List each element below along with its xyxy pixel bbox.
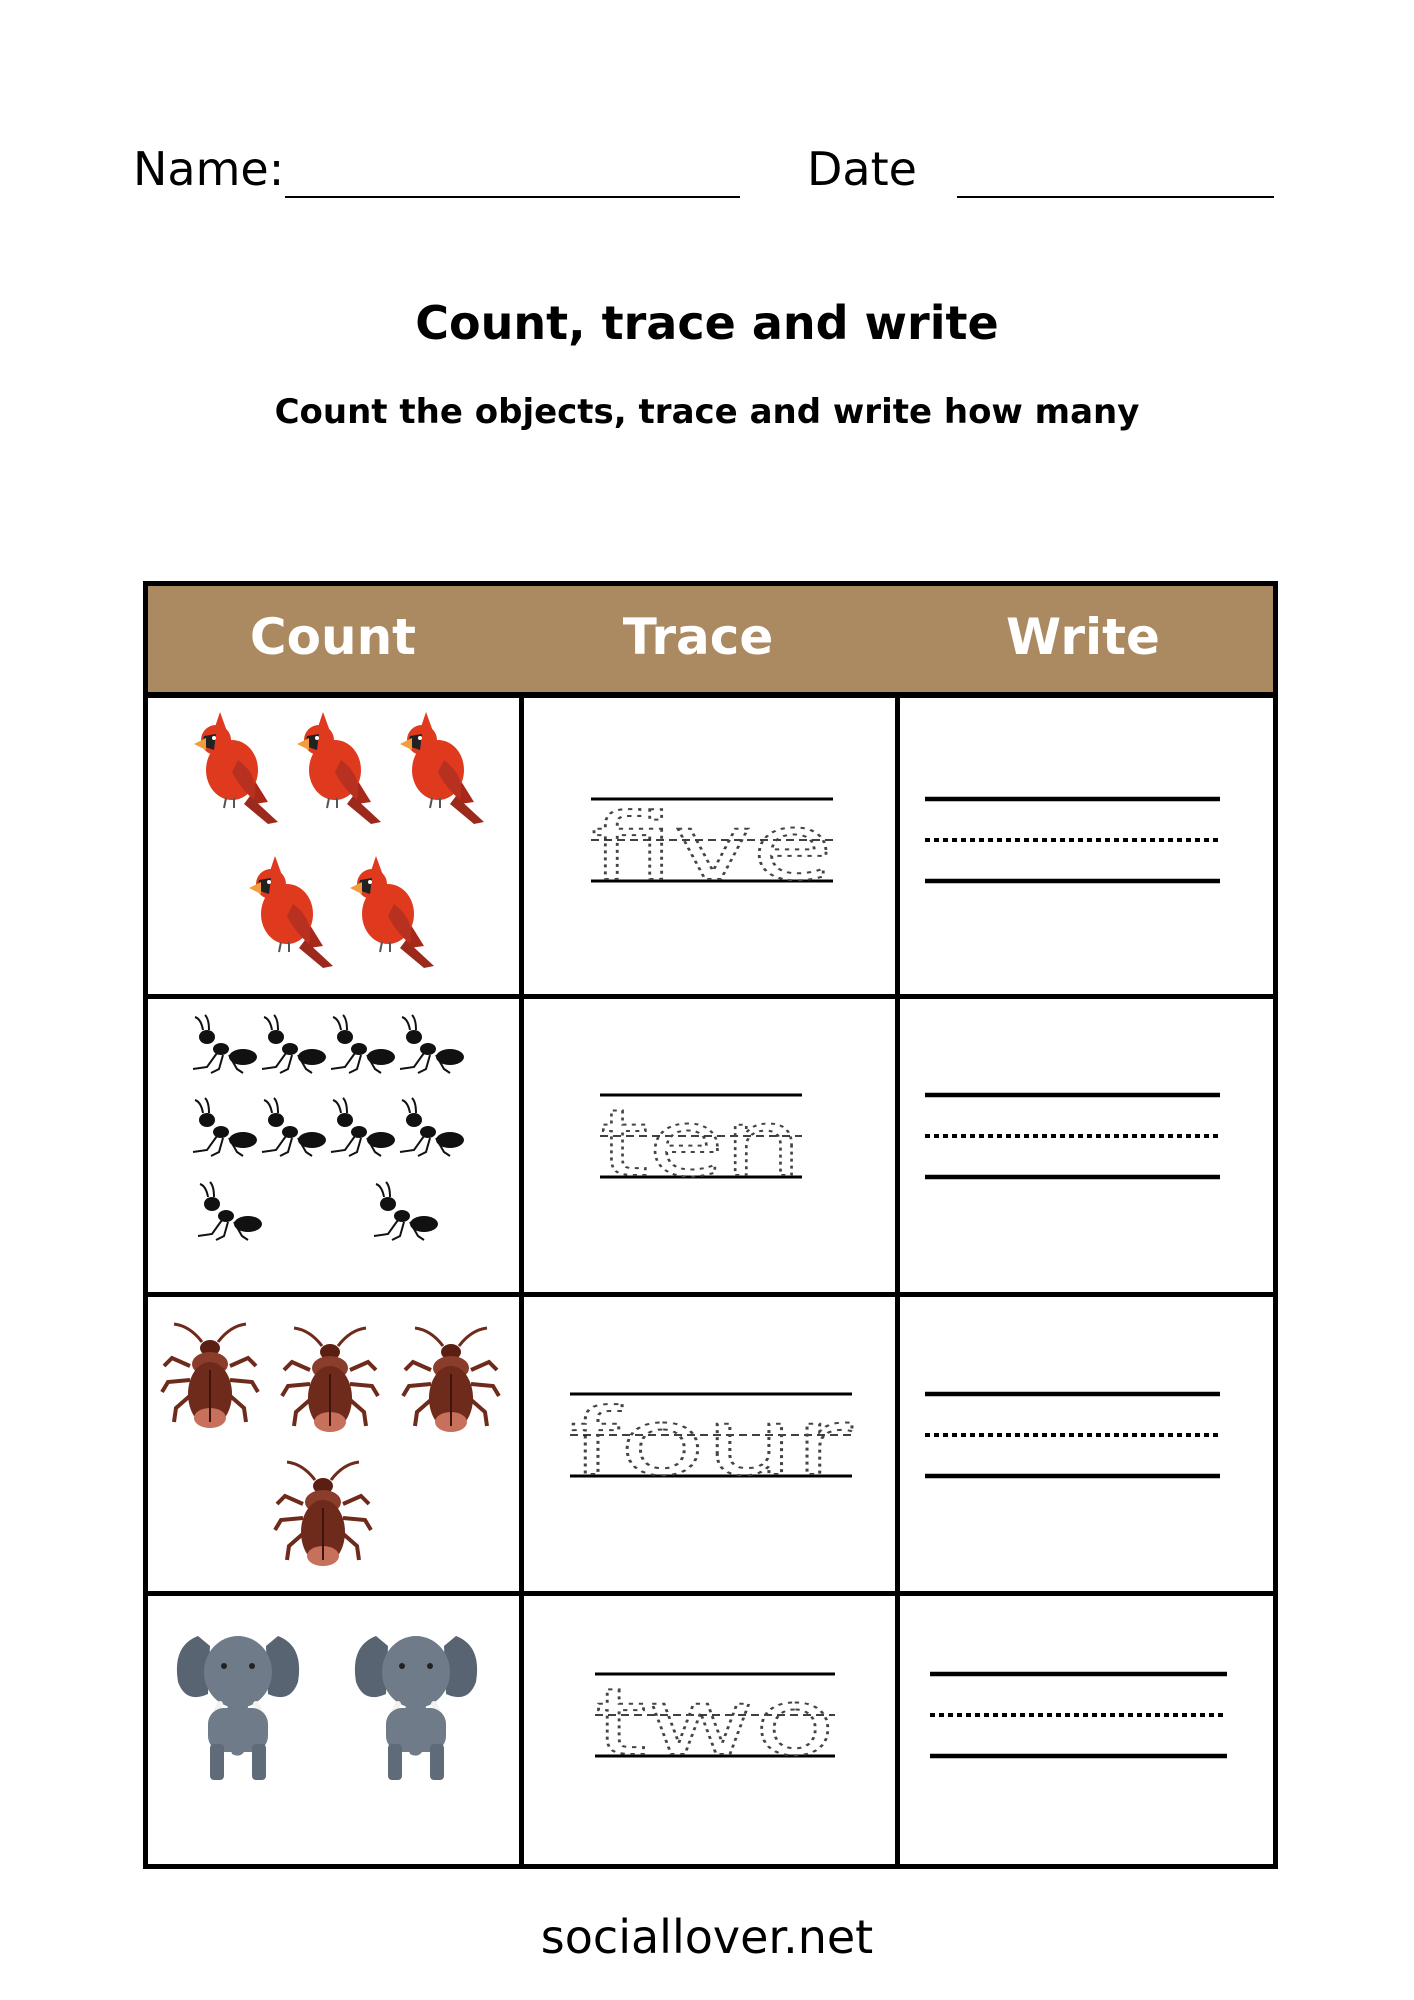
header-trace: Trace — [622, 608, 774, 666]
write-lines[interactable] — [900, 1297, 1278, 1591]
name-write-line[interactable] — [285, 196, 740, 198]
table-header — [148, 586, 1273, 698]
trace-word[interactable]: ten — [600, 1090, 802, 1197]
elephant-icon — [168, 1626, 308, 1786]
write-lines[interactable] — [900, 698, 1278, 994]
ant-icon — [323, 1094, 398, 1169]
cardinal-icon — [180, 704, 280, 824]
ant-icon — [254, 1011, 329, 1086]
write-lines[interactable] — [900, 999, 1278, 1292]
worksheet-title: Count, trace and write — [415, 296, 999, 350]
header-count: Count — [249, 608, 417, 666]
footer-website: sociallover.net — [540, 1910, 874, 1964]
ant-icon — [254, 1094, 329, 1169]
trace-word-cell — [524, 1297, 895, 1591]
cockroach-icon — [273, 1460, 373, 1572]
trace-word[interactable]: four — [570, 1389, 853, 1496]
trace-word-cell — [524, 999, 895, 1292]
cardinal-icon — [336, 848, 436, 968]
cockroach-icon — [280, 1326, 380, 1438]
cardinal-icon — [283, 704, 383, 824]
cardinal-icon — [235, 848, 335, 968]
count-trace-write-table — [143, 581, 1278, 1869]
name-label: Name: — [133, 142, 285, 196]
ant-icon — [190, 1178, 265, 1253]
ant-icon — [185, 1094, 260, 1169]
cockroach-icon — [401, 1326, 501, 1438]
ant-icon — [392, 1011, 467, 1086]
ant-icon — [323, 1011, 398, 1086]
worksheet-instructions: Count the objects, trace and write how many — [274, 392, 1140, 432]
write-lines[interactable] — [900, 1596, 1278, 1869]
header-write: Write — [1006, 608, 1160, 666]
trace-word-cell — [524, 1596, 895, 1869]
date-write-line[interactable] — [957, 196, 1274, 198]
trace-word[interactable]: five — [591, 794, 833, 901]
date-label: Date — [807, 142, 917, 196]
ant-icon — [392, 1094, 467, 1169]
trace-word-cell — [524, 698, 895, 994]
elephant-icon — [346, 1626, 486, 1786]
cockroach-icon — [160, 1322, 260, 1434]
trace-word[interactable]: two — [595, 1669, 835, 1776]
ant-icon — [185, 1011, 260, 1086]
cardinal-icon — [386, 704, 486, 824]
ant-icon — [366, 1178, 441, 1253]
